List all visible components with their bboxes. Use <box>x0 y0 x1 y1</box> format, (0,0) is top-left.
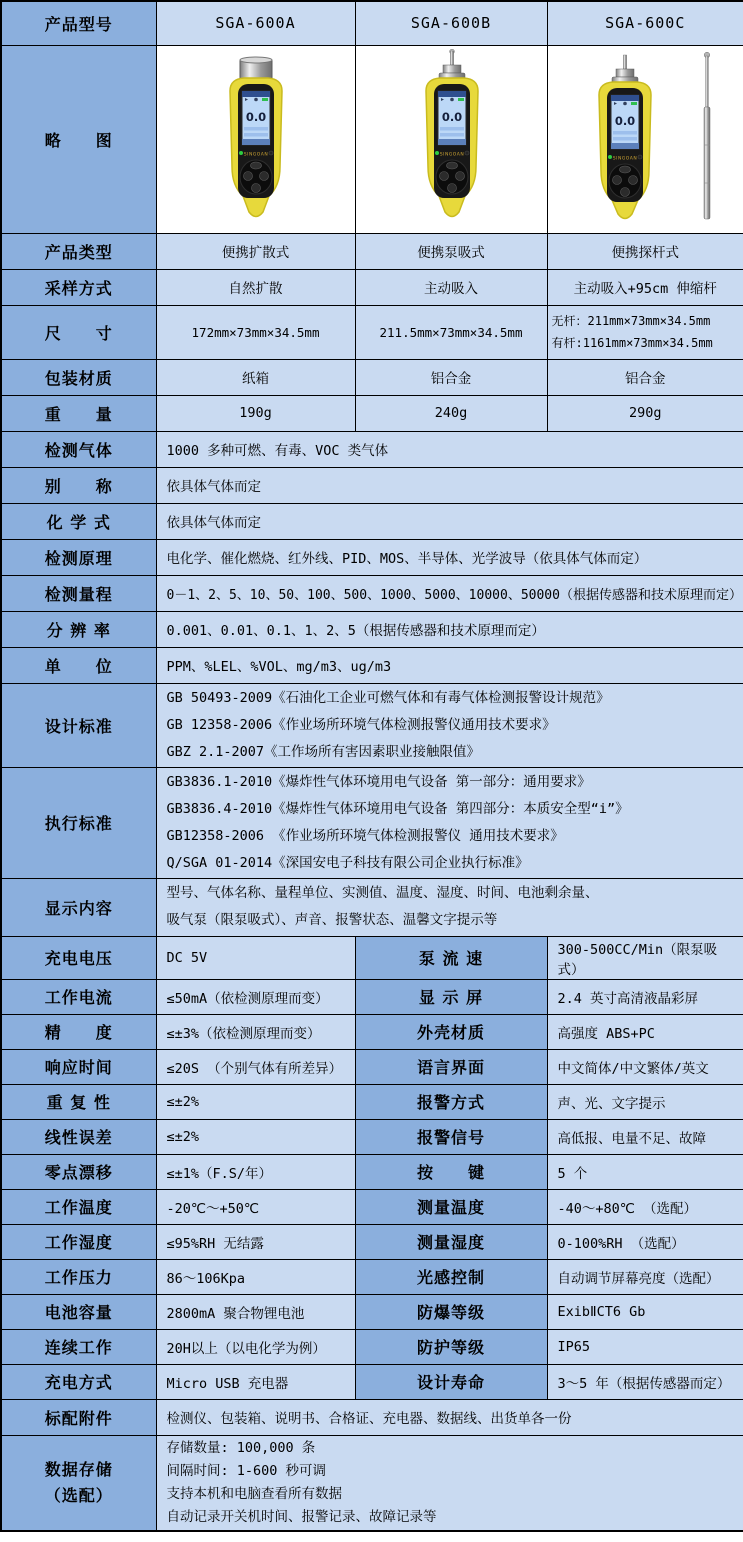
standard-line: Q/SGA 01-2014《深国安电子科技有限公司企业执行标准》 <box>166 854 529 871</box>
header-label-model: 产品型号 <box>1 1 156 45</box>
spec-row <box>1 1119 743 1154</box>
row-label: 化 学 式 <box>1 503 156 539</box>
product-photo-sga-600b-icon <box>362 49 542 225</box>
table-row-range <box>1 575 743 611</box>
cell-c <box>547 305 743 359</box>
storage-line: 支持本机和电脑查看所有数据 <box>166 1485 342 1502</box>
table-row-formula <box>1 503 743 539</box>
spec-value: 高强度 ABS+PC <box>547 1014 743 1049</box>
spec-label: 连续工作 <box>1 1329 156 1364</box>
sketch-row <box>1 45 743 233</box>
row-label: 尺 寸 <box>1 305 156 359</box>
row-value <box>156 683 743 767</box>
spec-value: 2800mA 聚合物锂电池 <box>156 1294 355 1329</box>
standard-line: GB12358-2006 《作业场所环境气体检测报警仪 通用技术要求》 <box>166 827 564 844</box>
spec-value: -40～+80℃ （选配） <box>547 1189 743 1224</box>
pump-probe <box>624 55 627 69</box>
product-image-cell-c <box>547 45 743 233</box>
spec-label: 报警方式 <box>355 1084 547 1119</box>
cell-a: 纸箱 <box>156 359 355 395</box>
spec-label: 零点漂移 <box>1 1154 156 1189</box>
standard-line: GB3836.1-2010《爆炸性气体环境用电气设备 第一部分：通用要求》 <box>166 773 591 790</box>
row-label: 分 辨 率 <box>1 611 156 647</box>
spec-row <box>1 1014 743 1049</box>
spec-value: 声、光、文字提示 <box>547 1084 743 1119</box>
spec-row <box>1 1189 743 1224</box>
table-row-accessories <box>1 1399 743 1435</box>
row-value: 电化学、催化燃烧、红外线、PID、MOS、半导体、光学波导（依具体气体而定） <box>156 539 743 575</box>
standard-line: GB 50493-2009《石油化工企业可燃气体和有毒气体检测报警设计规范》 <box>166 689 610 706</box>
cell-b: 铝合金 <box>355 359 547 395</box>
product-photo-sga-600a-icon <box>166 49 346 225</box>
spec-value: ≤±2% <box>156 1119 355 1154</box>
sketch-label: 略 图 <box>1 45 156 233</box>
spec-value: 0-100%RH （选配） <box>547 1224 743 1259</box>
spec-row <box>1 979 743 1014</box>
cell-b: 211.5mm×73mm×34.5mm <box>355 305 547 359</box>
spec-label: 显 示 屏 <box>355 979 547 1014</box>
display-line: 吸气泵（限泵吸式）、声音、报警状态、温馨文字提示等 <box>166 912 498 928</box>
row-label: 检测原理 <box>1 539 156 575</box>
row-value <box>156 1435 743 1531</box>
spec-label: 工作压力 <box>1 1259 156 1294</box>
spec-label: 工作温度 <box>1 1189 156 1224</box>
spec-label: 充电电压 <box>1 936 156 979</box>
row-label: 重 量 <box>1 395 156 431</box>
storage-line: 存储数量: 100,000 条 <box>166 1439 316 1456</box>
screen-reading: 0.0 <box>615 114 636 128</box>
spec-value: ≤20S （个别气体有所差异） <box>156 1049 355 1084</box>
standard-line: GBZ 2.1-2007《工作场所有害因素职业接触限值》 <box>166 743 481 760</box>
spec-value: -20℃～+50℃ <box>156 1189 355 1224</box>
row-label: 产品类型 <box>1 233 156 269</box>
row-label: 单 位 <box>1 647 156 683</box>
row-value: 依具体气体而定 <box>156 503 743 539</box>
header-model-c: SGA-600C <box>547 1 743 45</box>
cell-c: 便携探杆式 <box>547 233 743 269</box>
spec-row <box>1 936 743 979</box>
row-label: 显示内容 <box>1 878 156 936</box>
spec-row <box>1 1364 743 1399</box>
spec-value: 中文简体/中文繁体/英文 <box>547 1049 743 1084</box>
spec-label: 测量温度 <box>355 1189 547 1224</box>
table-row-product-type <box>1 233 743 269</box>
cell-a: 自然扩散 <box>156 269 355 305</box>
display-line: 型号、气体名称、量程单位、实测值、温度、湿度、时间、电池剩余量、 <box>166 885 599 901</box>
spec-row <box>1 1224 743 1259</box>
row-label <box>1 1435 156 1531</box>
spec-value: Micro USB 充电器 <box>156 1364 355 1399</box>
table-row-exec-standards <box>1 767 743 878</box>
table-row-resolution <box>1 611 743 647</box>
pump-probe <box>450 51 453 65</box>
header-model-a: SGA-600A <box>156 1 355 45</box>
table-row-display-content <box>1 878 743 936</box>
spec-value: IP65 <box>547 1329 743 1364</box>
table-row-packaging <box>1 359 743 395</box>
spec-value: 300-500CC/Min（限泵吸式） <box>547 936 743 979</box>
power-icon <box>269 151 273 155</box>
table-row-principle <box>1 539 743 575</box>
spec-row <box>1 1294 743 1329</box>
table-row-dimensions <box>1 305 743 359</box>
spec-value: 3～5 年（根据传感器而定） <box>547 1364 743 1399</box>
spec-row <box>1 1329 743 1364</box>
spec-value: ExibⅡCT6 Gb <box>547 1294 743 1329</box>
row-value: 依具体气体而定 <box>156 467 743 503</box>
spec-label: 工作电流 <box>1 979 156 1014</box>
spec-row <box>1 1084 743 1119</box>
storage-line: 间隔时间: 1-600 秒可调 <box>166 1462 327 1479</box>
spec-label: 防护等级 <box>355 1329 547 1364</box>
row-value: 0－1、2、5、10、50、100、500、1000、5000、10000、50000（根据传感器和技术原理而定） <box>156 575 743 611</box>
row-label: 执行标准 <box>1 767 156 878</box>
table-row-design-standards <box>1 683 743 767</box>
spec-label: 设计寿命 <box>355 1364 547 1399</box>
spec-label: 电池容量 <box>1 1294 156 1329</box>
spec-value: 86～106Kpa <box>156 1259 355 1294</box>
row-label: 设计标准 <box>1 683 156 767</box>
storage-label-line: （选配） <box>44 1485 113 1505</box>
spec-label: 测量湿度 <box>355 1224 547 1259</box>
cell-a: 172mm×73mm×34.5mm <box>156 305 355 359</box>
spec-value: DC 5V <box>156 936 355 979</box>
spec-value: ≤±1%（F.S/年） <box>156 1154 355 1189</box>
spec-value: 5 个 <box>547 1154 743 1189</box>
product-image-cell-b <box>355 45 547 233</box>
cell-c: 主动吸入+95cm 伸缩杆 <box>547 269 743 305</box>
led-indicator <box>608 155 612 159</box>
spec-value: ≤50mA（依检测原理而变） <box>156 979 355 1014</box>
screen-reading: 0.0 <box>441 110 462 124</box>
spec-label: 光感控制 <box>355 1259 547 1294</box>
screen-reading: 0.0 <box>245 110 266 124</box>
product-image-cell-a <box>156 45 355 233</box>
spec-row <box>1 1049 743 1084</box>
spec-label: 语言界面 <box>355 1049 547 1084</box>
spec-value: ≤±2% <box>156 1084 355 1119</box>
spec-row <box>1 1259 743 1294</box>
row-label: 包装材质 <box>1 359 156 395</box>
row-label: 标配附件 <box>1 1399 156 1435</box>
device-body <box>599 55 651 219</box>
spec-label: 精 度 <box>1 1014 156 1049</box>
spec-label: 外壳材质 <box>355 1014 547 1049</box>
table-row-units <box>1 647 743 683</box>
cell-b: 便携泵吸式 <box>355 233 547 269</box>
row-label: 检测量程 <box>1 575 156 611</box>
cell-c: 290g <box>547 395 743 431</box>
brand-text: SINGOAN <box>243 152 268 158</box>
table-row-sampling <box>1 269 743 305</box>
spec-label: 充电方式 <box>1 1364 156 1399</box>
spec-value: 20H以上（以电化学为例） <box>156 1329 355 1364</box>
row-value: 1000 多种可燃、有毒、VOC 类气体 <box>156 431 743 467</box>
row-value: PPM、%LEL、%VOL、mg/m3、ug/m3 <box>156 647 743 683</box>
row-label: 别 称 <box>1 467 156 503</box>
spec-label: 线性误差 <box>1 1119 156 1154</box>
led-indicator <box>435 151 439 155</box>
cell-b: 主动吸入 <box>355 269 547 305</box>
row-value <box>156 767 743 878</box>
spec-label: 防爆等级 <box>355 1294 547 1329</box>
header-model-b: SGA-600B <box>355 1 547 45</box>
table-row-gases <box>1 431 743 467</box>
telescopic-rod-icon <box>704 52 710 219</box>
cell-a: 190g <box>156 395 355 431</box>
table-row-data-storage <box>1 1435 743 1531</box>
standard-line: GB3836.4-2010《爆炸性气体环境用电气设备 第四部分：本质安全型“i”》 <box>166 800 629 817</box>
standard-line: GB 12358-2006《作业场所环境气体检测报警仪通用技术要求》 <box>166 716 556 733</box>
brand-text: SINGOAN <box>439 152 464 158</box>
spec-label: 重 复 性 <box>1 1084 156 1119</box>
spec-value: 2.4 英寸高清液晶彩屏 <box>547 979 743 1014</box>
spec-value: ≤95%RH 无结露 <box>156 1224 355 1259</box>
dim-no-rod: 无杆：211mm×73mm×34.5mm <box>551 314 711 328</box>
row-value: 0.001、0.01、0.1、1、2、5（根据传感器和技术原理而定） <box>156 611 743 647</box>
header-row <box>1 1 743 45</box>
power-icon <box>465 151 469 155</box>
power-icon <box>638 155 642 159</box>
spec-label: 响应时间 <box>1 1049 156 1084</box>
brand-text: SINGOAN <box>613 156 638 162</box>
spec-value: 高低报、电量不足、故障 <box>547 1119 743 1154</box>
spec-label: 报警信号 <box>355 1119 547 1154</box>
dim-with-rod: 有杆:1161mm×73mm×34.5mm <box>551 336 713 350</box>
table-row-alias <box>1 467 743 503</box>
row-label: 采样方式 <box>1 269 156 305</box>
product-photo-sga-600c-icon <box>555 49 735 225</box>
table-row-weight <box>1 395 743 431</box>
cell-c: 铝合金 <box>547 359 743 395</box>
spec-value: ≤±3%（依检测原理而变） <box>156 1014 355 1049</box>
storage-line: 自动记录开关机时间、报警记录、故障记录等 <box>166 1508 437 1525</box>
spec-label: 泵 流 速 <box>355 936 547 979</box>
led-indicator <box>239 151 243 155</box>
spec-row <box>1 1154 743 1189</box>
row-value <box>156 878 743 936</box>
cell-b: 240g <box>355 395 547 431</box>
row-label: 检测气体 <box>1 431 156 467</box>
spec-label: 按 键 <box>355 1154 547 1189</box>
spec-value: 自动调节屏幕亮度（选配） <box>547 1259 743 1294</box>
row-value: 检测仪、包装箱、说明书、合格证、充电器、数据线、出货单各一份 <box>156 1399 743 1435</box>
cell-a: 便携扩散式 <box>156 233 355 269</box>
storage-label-line: 数据存储 <box>44 1459 113 1479</box>
spec-label: 工作湿度 <box>1 1224 156 1259</box>
